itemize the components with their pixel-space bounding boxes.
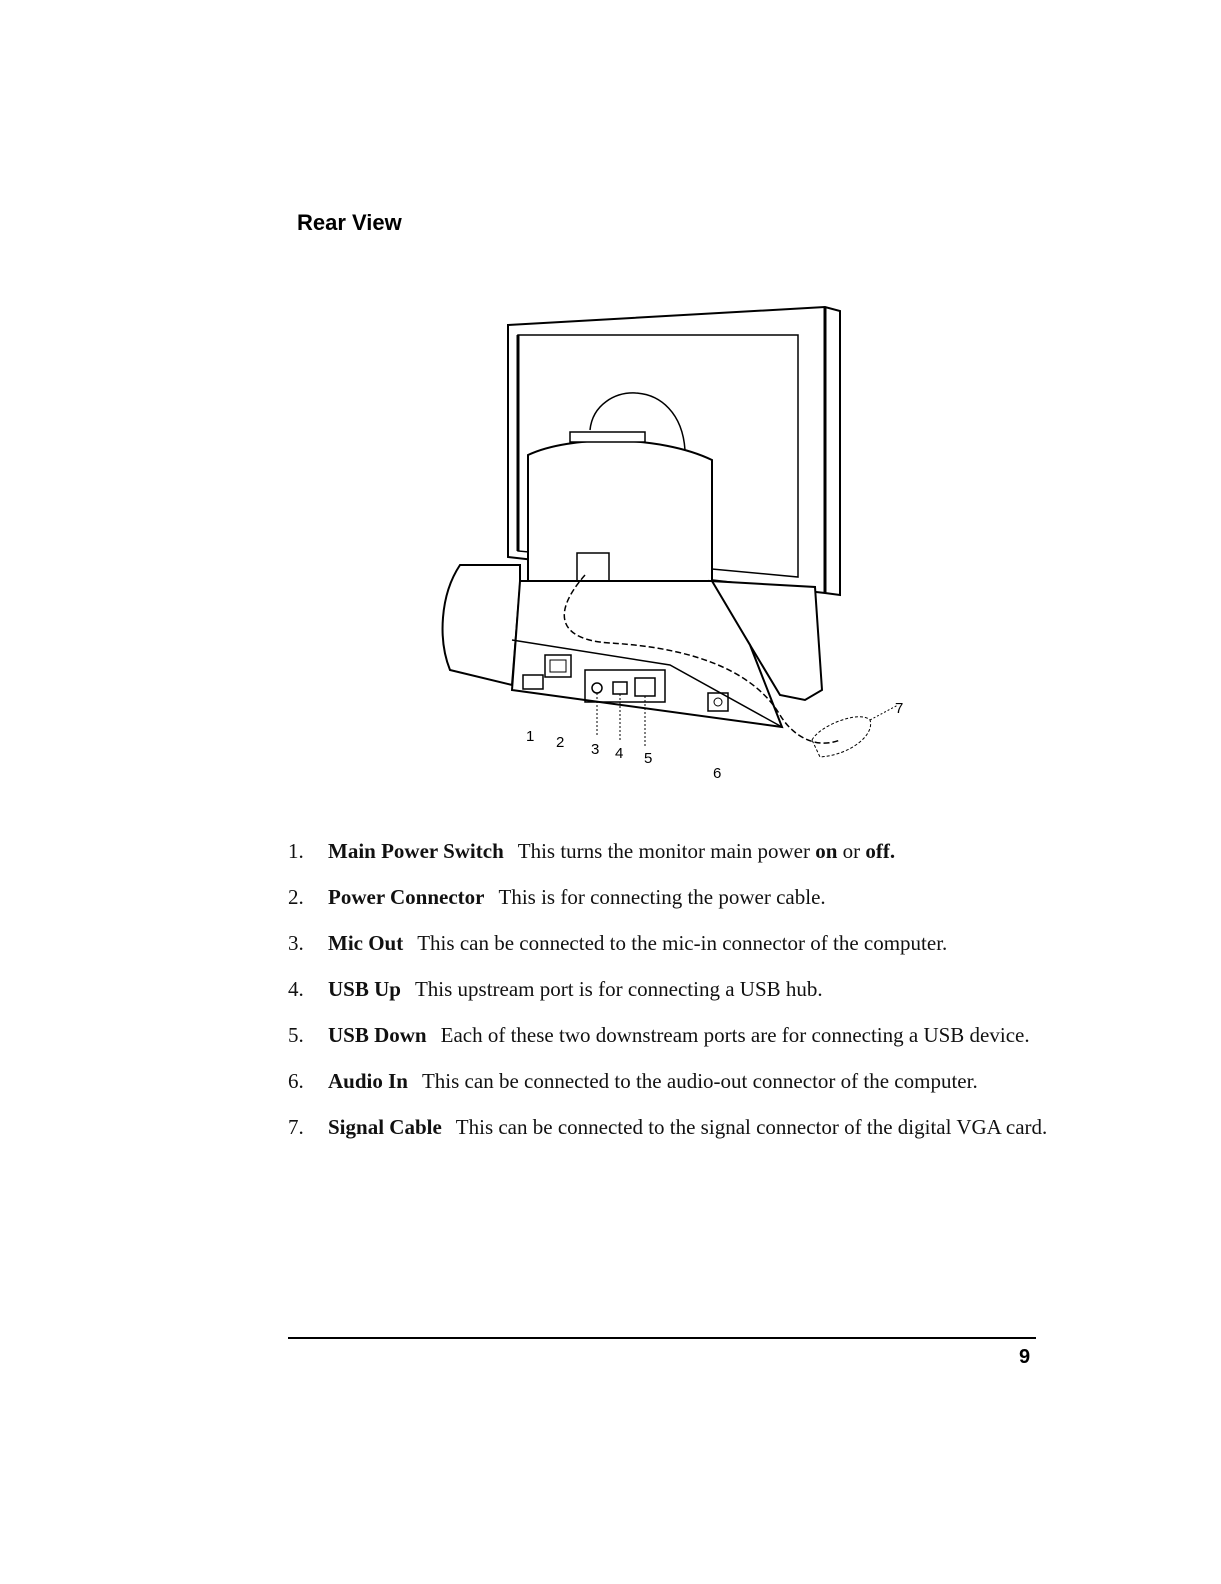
item-text: This can be connected to the signal connector of the digital VGA card. [455, 1115, 1048, 1139]
callout-4: 4 [615, 745, 624, 762]
list-item [288, 1022, 1048, 1048]
callout-3: 3 [591, 741, 600, 758]
list-item [288, 930, 1048, 956]
item-term: Mic Out [328, 931, 404, 955]
callout-1: 1 [526, 728, 535, 745]
component-list [288, 838, 1048, 1160]
callout-5: 5 [644, 750, 653, 767]
item-number: 5. [288, 1023, 304, 1047]
callout-7: 7 [895, 700, 904, 717]
item-term: Power Connector [328, 885, 485, 909]
base-left-wing [443, 565, 520, 685]
item-number: 3. [288, 931, 304, 955]
item-text: This is for connecting the power cable. [498, 885, 826, 909]
list-item [288, 976, 1048, 1002]
item-emphasis-off: off. [865, 839, 896, 863]
item-number: 4. [288, 977, 304, 1001]
item-text: Each of these two downstream ports are for connecting a USB device. [440, 1023, 1030, 1047]
item-number: 6. [288, 1069, 304, 1093]
item-term: USB Down [328, 1023, 427, 1047]
signal-cable-connector [812, 717, 871, 757]
item-text-mid: or [837, 839, 866, 863]
back-cover [528, 441, 712, 581]
callout-6: 6 [713, 765, 722, 782]
item-term: Main Power Switch [328, 839, 504, 863]
item-text: This turns the monitor main power [517, 839, 816, 863]
item-term: USB Up [328, 977, 401, 1001]
item-number: 7. [288, 1115, 304, 1139]
callout-2: 2 [556, 734, 565, 751]
list-item [288, 1114, 1048, 1140]
item-term: Signal Cable [328, 1115, 442, 1139]
item-number: 1. [288, 839, 304, 863]
item-number: 2. [288, 885, 304, 909]
list-item [288, 1068, 1048, 1094]
monitor-rear-view-illustration [420, 295, 920, 795]
item-text: This upstream port is for connecting a USB hub. [414, 977, 823, 1001]
item-emphasis-on: on [815, 839, 838, 863]
page-number: 9 [1019, 1346, 1031, 1368]
cable-clip [577, 553, 609, 581]
list-item [288, 884, 1048, 910]
item-text: This can be connected to the audio-out connector of the computer. [421, 1069, 978, 1093]
item-text: This can be connected to the mic-in connector of the computer. [417, 931, 948, 955]
list-item [288, 838, 1048, 864]
section-title: Rear View [297, 210, 402, 235]
footer-rule [288, 1337, 1036, 1339]
item-term: Audio In [328, 1069, 408, 1093]
